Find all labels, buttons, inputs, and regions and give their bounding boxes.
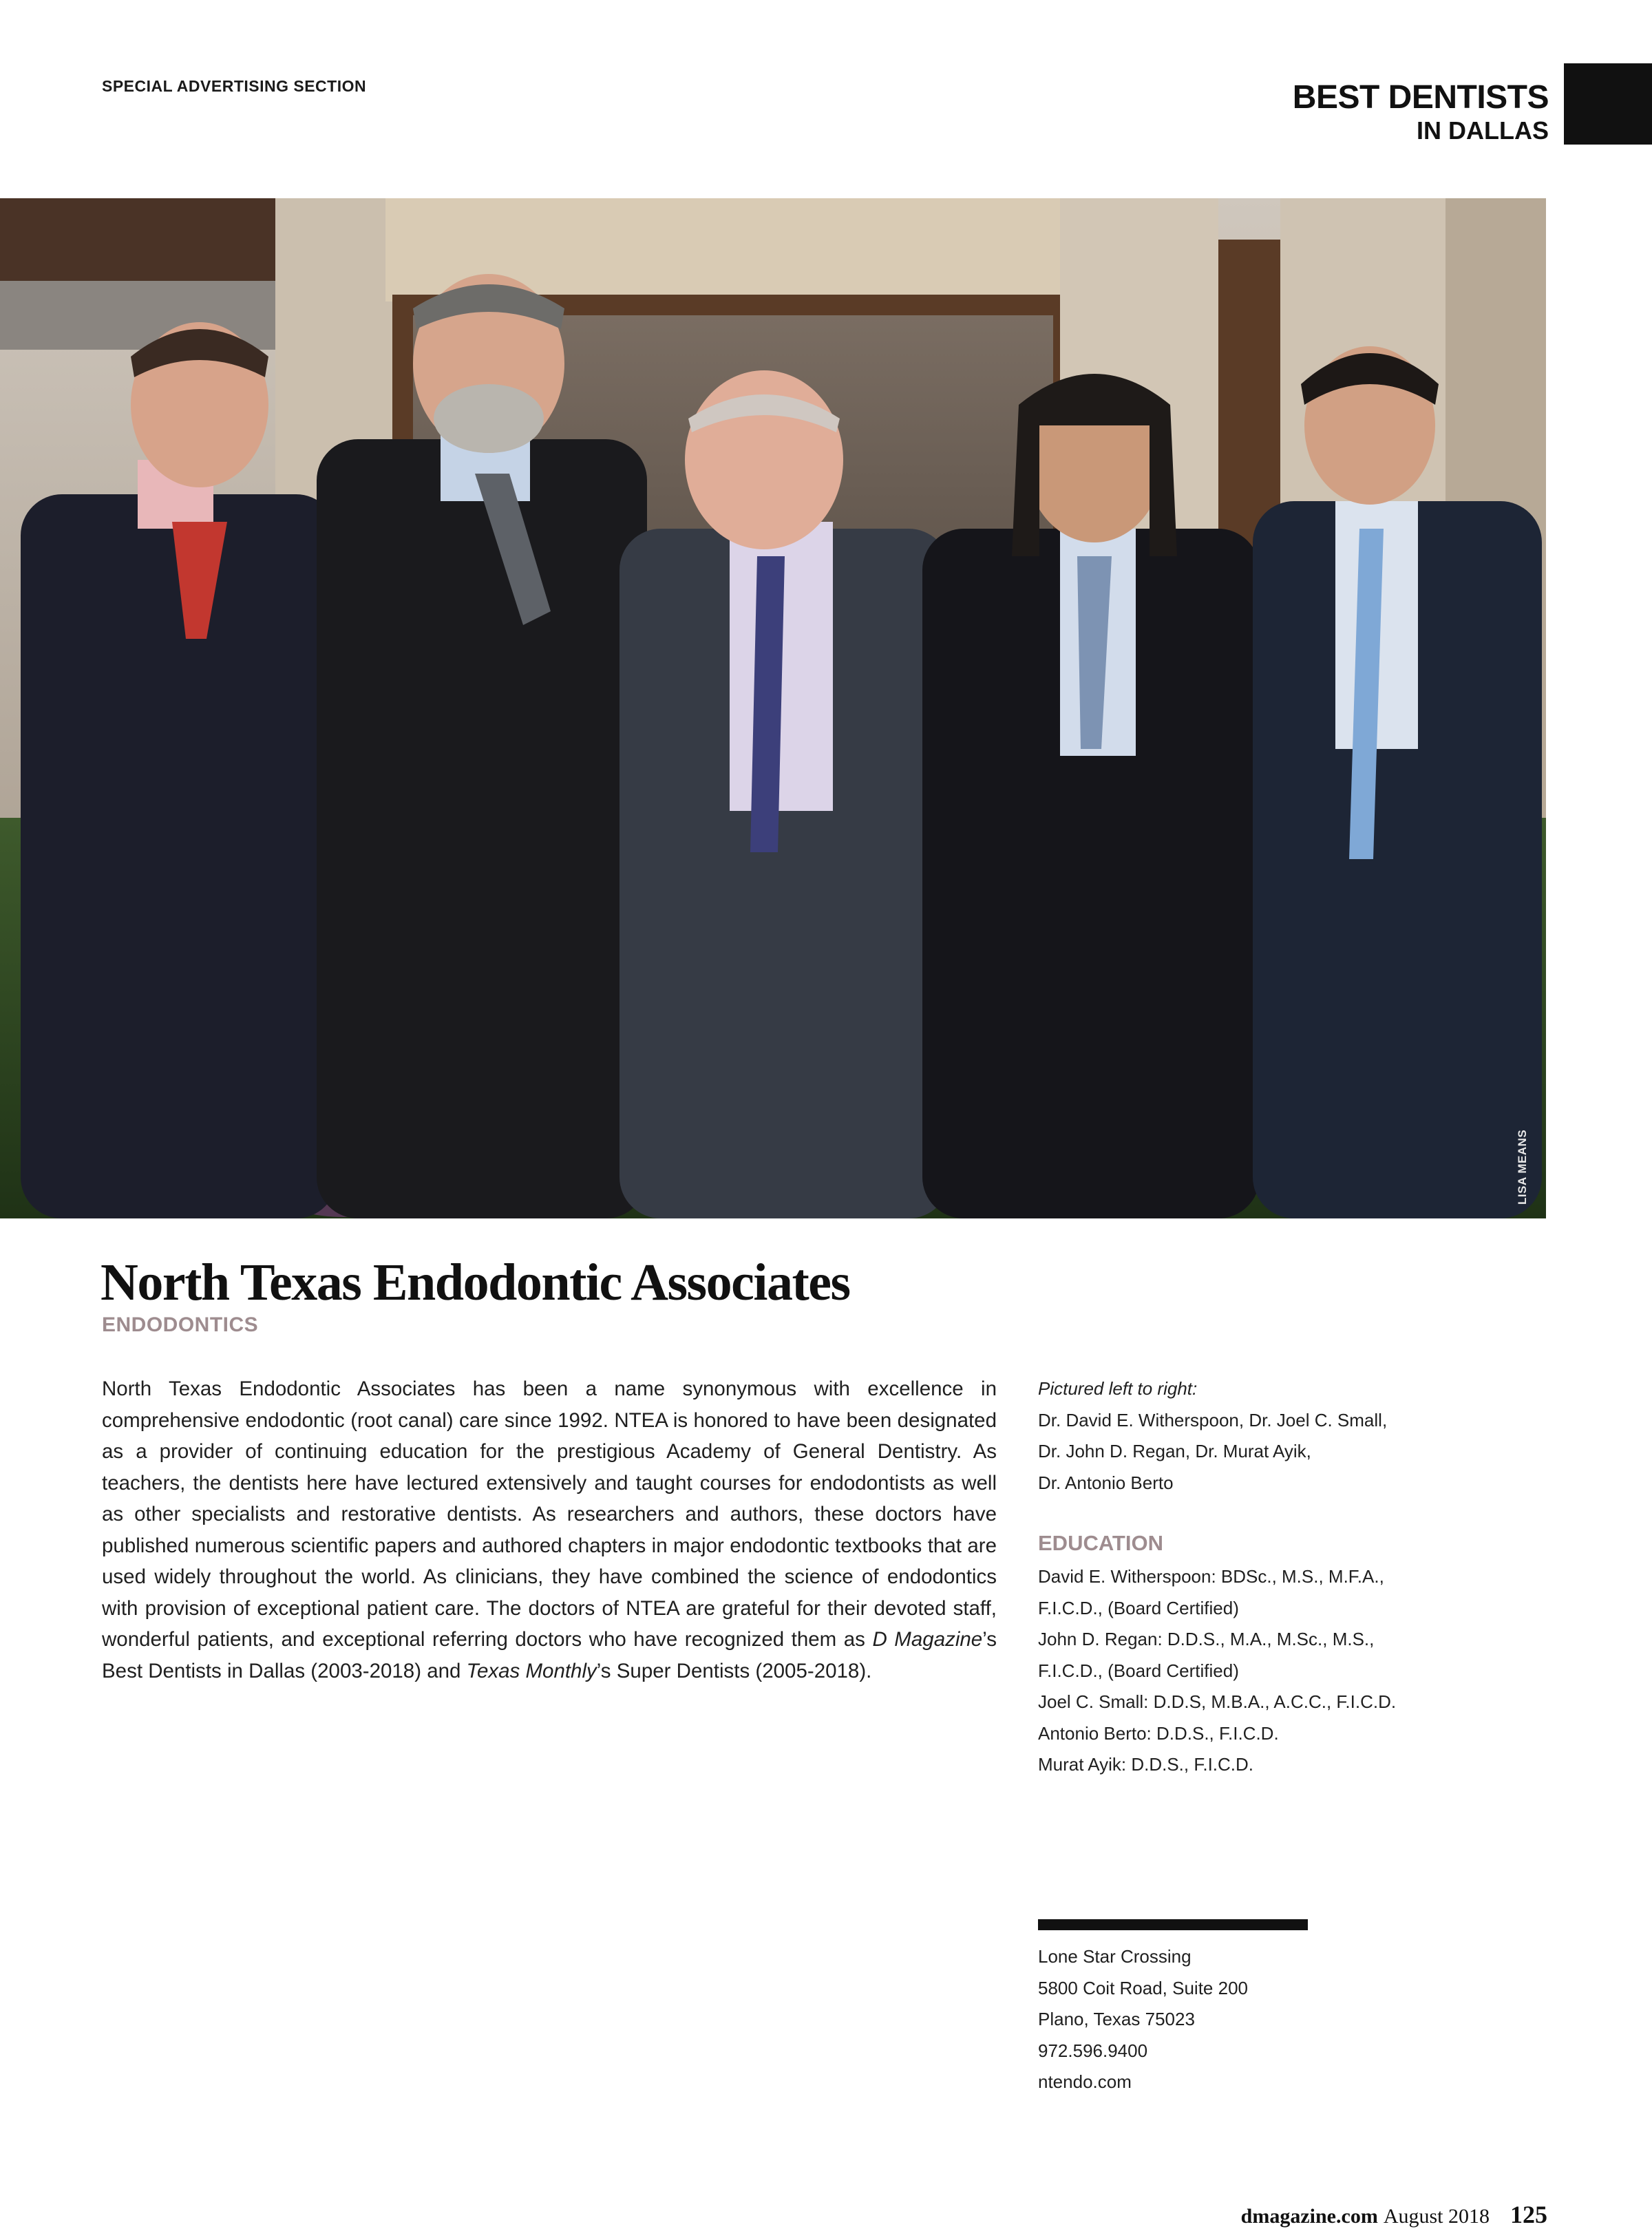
education-line: F.I.C.D., (Board Certified): [1038, 1597, 1239, 1618]
footer-date: August 2018: [1383, 2205, 1490, 2228]
body-italic-texas-monthly: Texas Monthly: [466, 1659, 597, 1682]
page-number: 125: [1510, 2201, 1547, 2228]
pictured-line: Dr. John D. Regan, Dr. Murat Ayik,: [1038, 1441, 1311, 1461]
group-photo: [0, 198, 1546, 1218]
pictured-line: Dr. Antonio Berto: [1038, 1472, 1174, 1493]
pictured-caption: [1038, 1373, 1451, 1499]
body-text-part2: ’s Best Dentists in Dallas (2003-2018) and: [102, 1628, 997, 1682]
education-line: John D. Regan: D.D.S., M.A., M.Sc., M.S.,: [1038, 1629, 1375, 1649]
section-label: SPECIAL ADVERTISING SECTION: [102, 77, 367, 95]
section-title: [1293, 81, 1549, 143]
article-category: ENDODONTICS: [102, 1313, 259, 1336]
corner-tab-block: [1564, 63, 1652, 145]
contact-phone: 972.596.9400: [1038, 2040, 1148, 2061]
education-line: Joel C. Small: D.D.S, M.B.A., A.C.C., F.I.C.D.: [1038, 1691, 1397, 1712]
article-body: [102, 1373, 997, 1687]
contact-block: [1038, 1941, 1451, 2098]
pictured-line: Dr. David E. Witherspoon, Dr. Joel C. Small,: [1038, 1409, 1388, 1430]
section-title-line2: IN DALLAS: [1417, 116, 1549, 145]
contact-divider: [1038, 1919, 1308, 1930]
education-line: Antonio Berto: D.D.S., F.I.C.D.: [1038, 1722, 1279, 1744]
education-line: David E. Witherspoon: BDSc., M.S., M.F.A.,: [1038, 1566, 1384, 1587]
body-italic-d-magazine: D Magazine: [872, 1628, 983, 1651]
contact-website: ntendo.com: [1038, 2071, 1132, 2092]
contact-location: Lone Star Crossing: [1038, 1946, 1192, 1967]
section-title-line1: BEST DENTISTS: [1292, 79, 1549, 116]
article-title: North Texas Endodontic Associates: [100, 1254, 850, 1311]
footer-site: dmagazine.com: [1240, 2205, 1378, 2228]
education-list: [1038, 1561, 1451, 1781]
page-footer: [1241, 2200, 1547, 2229]
photo-credit: LISA MEANS: [1516, 1129, 1529, 1205]
contact-street: 5800 Coit Road, Suite 200: [1038, 1977, 1248, 1998]
contact-city: Plano, Texas 75023: [1038, 2009, 1195, 2029]
caption-label: Pictured left to right:: [1038, 1378, 1198, 1399]
body-text-part3: ’s Super Dentists (2005-2018).: [596, 1659, 872, 1682]
education-line: Murat Ayik: D.D.S., F.I.C.D.: [1038, 1754, 1254, 1775]
education-heading: EDUCATION: [1038, 1531, 1163, 1555]
education-line: F.I.C.D., (Board Certified): [1038, 1660, 1239, 1681]
body-text-part1: North Texas Endodontic Associates has been a name synonymous with excellence in comprehensive endodontic (root canal) care since 1992. NTEA is honored to have been designated as a provider of continuing education for the prestigious Academy of General Dentistry. As teachers, the dentists here have lectured extensively and taught courses for endodontists as well as other specialists and restorative dentists. As researchers and authors, these doctors have published numerous scientific papers and authored chapters in major endodontic textbooks that are used widely throughout the world. As clinicians, they have combined the science of endodontics with provision of exceptional patient care. The doctors of NTEA are grateful for their devoted staff, wonderful patients, and exceptional referring doctors who have recognized them as: [102, 1377, 997, 1651]
